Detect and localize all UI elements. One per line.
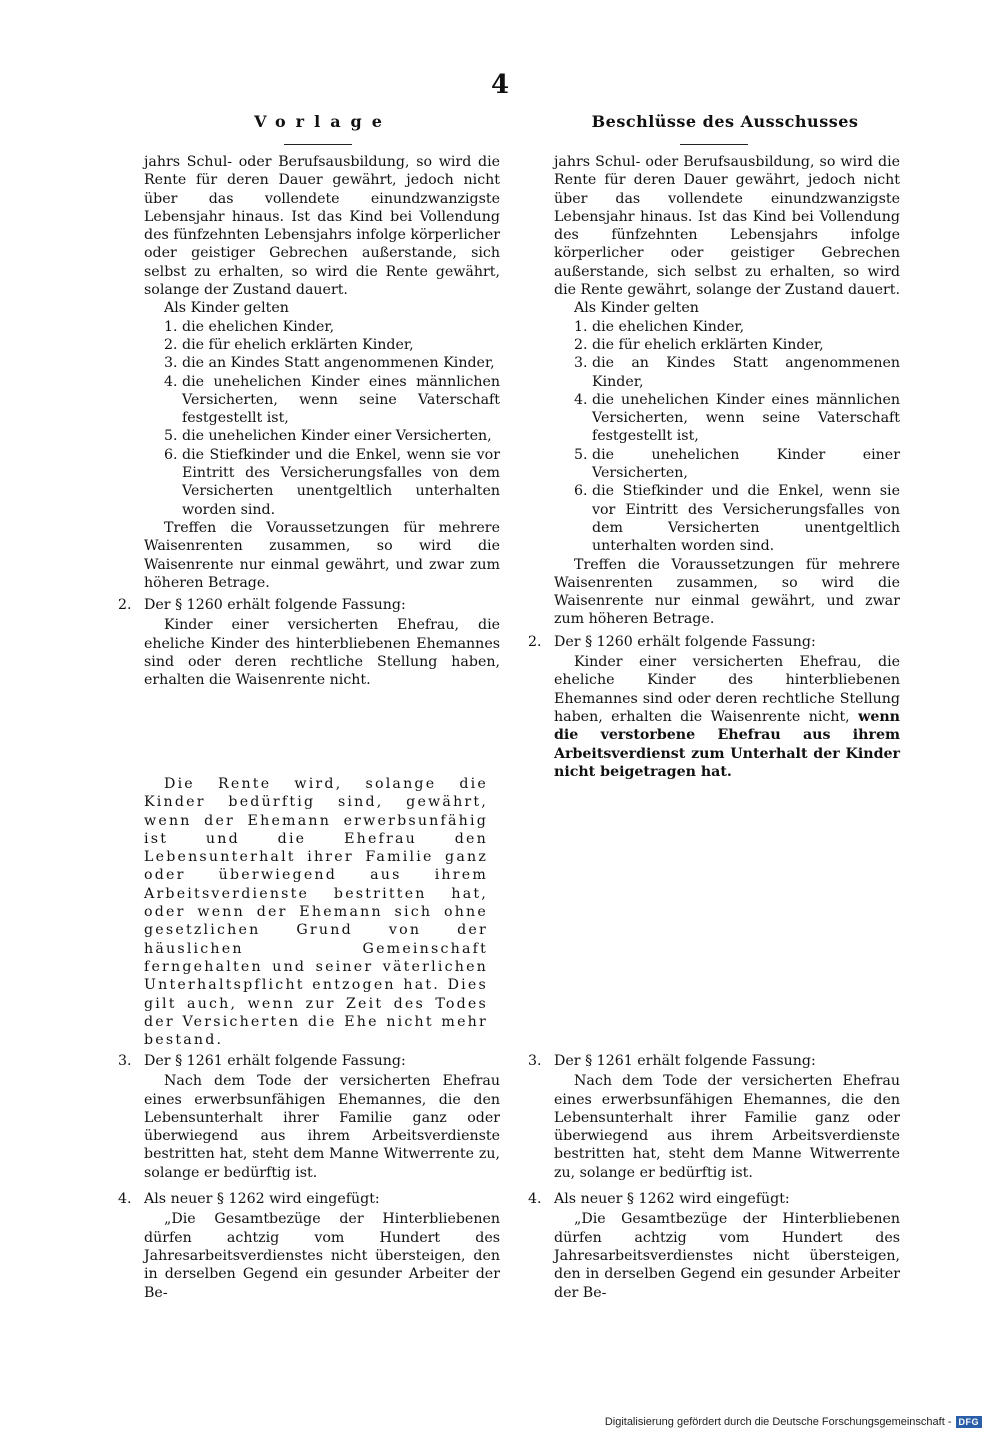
multiple-pensions-paragraph: Treffen die Voraussetzungen für mehrere Waisenrenten zusammen, so wird die Waisenrente nur einmal gewährt, und zwar zum höheren Betrage. <box>554 556 900 628</box>
heading-rule <box>680 144 748 145</box>
list-item: 6. die Stiefkinder und die Enkel, wenn sie vor Eintritt des Versicherungsfalles von dem Versicherten unentgeltlich unterhalten worden sind. <box>164 446 500 518</box>
section-heading: Der § 1260 erhält folgende Fassung: <box>554 633 816 650</box>
section-2-text <box>554 653 900 781</box>
section-heading: Der § 1261 erhält folgende Fassung: <box>554 1053 816 1069</box>
section-4-text: „Die Gesamtbezüge der Hinterbliebenen dürfen achtzig vom Hundert des Jahresarbeitsverdienstes nicht übersteigen, den in derselben Gegend ein gesunder Arbeiter der Be- <box>554 1211 900 1301</box>
section-3-text: Nach dem Tode der versicherten Ehefrau eines erwerbsunfähigen Ehemannes, die den Lebensunterhalt ihrer Familie ganz oder überwiegend aus ihrem Arbeitsverdienste bestritten hat, steht dem Manne Witwerrente zu, solange er bedürftig ist. <box>554 1073 900 1181</box>
column-heading-beschluesse: Beschlüsse des Ausschusses <box>591 112 859 131</box>
list-item: 4. die unehelichen Kinder eines männlichen Versicherten, wenn seine Vaterschaft festgestellt ist, <box>574 391 900 445</box>
intro-paragraph: jahrs Schul- oder Berufsausbildung, so wird die Rente für deren Dauer gewährt, jedoch nicht über das vollendete einundzwanzigste Lebensjahr hinaus. Ist das Kind bei Vollendung des fünfzehnten Lebensjahrs infolge körperlicher oder geistiger Gebrechen außerstande, sich selbst zu erhalten, so wird die Rente gewährt, solange der Zustand dauert. <box>554 154 901 299</box>
heading-rule <box>284 144 352 145</box>
list-item: 6. die Stiefkinder und die Enkel, wenn sie vor Eintritt des Versicherungsfalles von dem Versicherten unentgeltlich unterhalten worden sind. <box>574 483 900 555</box>
list-item: 5. die unehelichen Kinder einer Versicherten, <box>574 446 900 482</box>
section-number: 4. <box>118 1191 132 1208</box>
section-number: 2. <box>118 597 132 614</box>
column-vorlage <box>118 112 500 690</box>
list-item: 3. die an Kindes Statt angenommenen Kinder, <box>574 355 900 390</box>
column-beschluesse <box>528 112 900 781</box>
section-2-base-text: Kinder einer versicherten Ehefrau, die eheliche Kinder des hinterbliebenen Ehemannes sind oder deren rechtliche Stellung haben, erhalten die Waisenrente nicht, <box>554 654 900 725</box>
children-intro: Als Kinder gelten <box>164 300 289 317</box>
children-list <box>164 318 500 519</box>
right-lower-block <box>528 1048 900 1302</box>
multiple-pensions-paragraph: Treffen die Voraussetzungen für mehrere Waisenrenten zusammen, so wird die Waisenrente nur einmal gewährt, und zwar zum höheren Betrage. <box>144 519 500 591</box>
list-item: 1. die ehelichen Kinder, <box>164 318 335 335</box>
spaced-paragraph: Die Rente wird, solange die Kinder bedürftig sind, gewährt, wenn der Ehemann erwerbsunfähig ist und die Ehefrau den Lebensunterhalt ihrer Familie ganz oder überwiegend aus ihrem Arbeitsverdienste bestritten hat, oder wenn der Ehemann sich ohne gesetzlichen Grund von der häuslichen Gemeinschaft ferngehalten und seiner väterlichen Unterhaltspflicht entzogen hat. Dies gilt auch, wenn zur Zeit des Todes der Versicherten die Ehe nicht mehr bestand. <box>144 776 488 1049</box>
section-3 <box>118 1052 500 1070</box>
section-4 <box>528 1190 900 1208</box>
section-4 <box>118 1190 500 1208</box>
section-number: 3. <box>528 1053 542 1069</box>
section-4-text: „Die Gesamtbezüge der Hinterbliebenen dürfen achtzig vom Hundert des Jahresarbeitsverdienstes nicht übersteigen, den in derselben Gegend ein gesunder Arbeiter der Be- <box>144 1211 500 1301</box>
dfg-logo: DFG <box>956 1416 983 1428</box>
section-number: 4. <box>528 1191 542 1208</box>
section-2 <box>118 596 500 614</box>
section-heading: Der § 1261 erhält folgende Fassung: <box>144 1053 406 1069</box>
list-item: 5. die unehelichen Kinder einer Versicherten, <box>164 428 492 445</box>
section-heading: Der § 1260 erhält folgende Fassung: <box>144 597 406 614</box>
section-2 <box>528 633 900 651</box>
intro-paragraph: jahrs Schul- oder Berufsausbildung, so wird die Rente für deren Dauer gewährt, jedoch nicht über das vollendete einundzwanzigste Lebensjahr hinaus. Ist das Kind bei Vollendung des fünfzehnten Lebensjahrs infolge körperlicher oder geistiger Gebrechen außerstande, sich selbst zu erhalten, so wird die Rente gewährt, solange der Zustand dauert. <box>144 154 500 299</box>
page-number: 4 <box>490 70 510 100</box>
digitization-footer <box>605 1416 982 1428</box>
committee-amendment: wenn die verstorbene Ehefrau aus ihrem Arbeitsverdienst zum Unterhalt der Kinder nicht beigetragen hat. <box>554 708 900 780</box>
footer-text: Digitalisierung gefördert durch die Deutsche Forschungsgemeinschaft - <box>604 1416 952 1428</box>
left-lower-block <box>118 1048 500 1302</box>
list-item: 1. die ehelichen Kinder, <box>574 318 745 335</box>
children-intro: Als Kinder gelten <box>574 300 699 317</box>
section-number: 3. <box>118 1053 132 1069</box>
section-heading: Als neuer § 1262 wird eingefügt: <box>144 1191 380 1208</box>
section-3-text: Nach dem Tode der versicherten Ehefrau eines erwerbsunfähigen Ehemannes, die den Lebensunterhalt ihrer Familie ganz oder überwiegend aus ihrem Arbeitsverdienste bestritten hat, steht dem Manne Witwerrente zu, solange er bedürftig ist. <box>144 1073 500 1181</box>
section-heading: Als neuer § 1262 wird eingefügt: <box>554 1191 790 1208</box>
section-2-text: Kinder einer versicherten Ehefrau, die eheliche Kinder des hinterbliebenen Ehemannes sind oder deren rechtliche Stellung haben, erhalten die Waisenrente nicht. <box>144 617 500 689</box>
list-item: 4. die unehelichen Kinder eines männlichen Versicherten, wenn seine Vaterschaft festgestellt ist, <box>164 373 500 427</box>
section-number: 2. <box>528 633 542 650</box>
section-3 <box>528 1052 900 1070</box>
children-list <box>574 318 900 556</box>
list-item: 3. die an Kindes Statt angenommenen Kinder, <box>164 355 495 372</box>
column-heading-vorlage: Vorlage <box>254 112 392 131</box>
list-item: 2. die für ehelich erklärten Kinder, <box>164 336 414 353</box>
list-item: 2. die für ehelich erklärten Kinder, <box>574 336 824 353</box>
